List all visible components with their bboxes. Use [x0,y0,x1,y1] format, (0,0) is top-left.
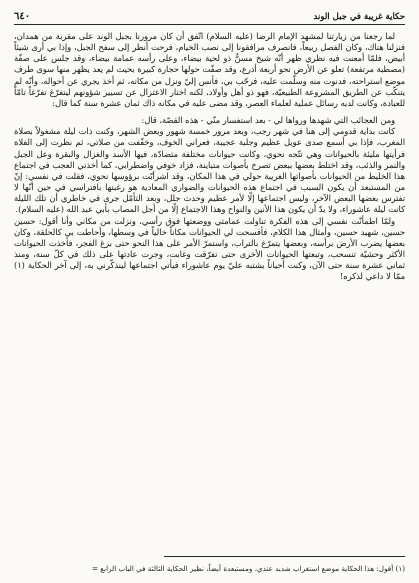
paragraph-conclusion: ولمّا اطمأنّت نفسي إلى هذه الفكرة تناولت عمامتي ووضعتها فوق رأسي، ونزلت من مكاني وأنا أقول: حسين حسين، شهيد حسين، وأمثال هذا الكلام، فأفسحت لي الحيوانات مكاناً خالياً في وسطها، وأحاطت بي كالحلقة، وكان بعضها يضرب الأرض برأسه، وبعضها يتمرّغ بالتراب، واستمرّ الأمر على هذا النحو حتى بزغ الفجر، فأخذت الحيوانات الأكثر وحشيّة تنسحب، وتبعتها الحيوانات الأخرى حتى تفرّقت وغابت، وجرت عادتها على ذلك في كلّ سنة، ومنذ ثماني عشرة سنة حتى الآن، وكنت أحياناً يشتبه عليّ يوم عاشوراء فيأتي اجتماعها لينذكّرني به، إلى آخر الحكاية (١) ممّا لا داعي لذكره! [14,215,405,282]
document-page [14,6,405,579]
running-title: حكاية غريبة في جبل الوند [313,12,405,22]
paragraph-intro: لما رجعنا من زيارتنا لمشهد الإمام الرضا (عليه السلام) اتّفق أن كان مرورنا بجبل الوند على مقربة من همدان، فنزلنا هناك، وكان الفصل ربيعاً، فانصرف مرافقونا إلى نصب الخيام، فرحت أنظر إلى سفح الجبل، وإذا بي أرى شيئاً أبيض، فلمّا أمعنت فيه نظري ظهر أنّه شيخ مسنٌّ ذو لحية بيضاء، وعلى رأسه عمامة بيضاء، وقد جلس على صفّة (مصطبة مرتفعة) تعلو عن الأرض نحو أربعة أذرع، وقد صفّت حولها حجارة كبيرة بحيث لم يعد يظهر منها سوى طرف موضع استراحته، فدنوت منه وسلّمت عليه، فرحّب بي، فأنس إليّ ونزل من مكانه، ثم أخذ يجري عن أحواله، وأنّه لم يتنكّب عن الطريق المشروعة الطبيعيّة، فهو ذو أهل وأولاد، لكنه اختار الاعتزال عن تسيير شؤونهم ليتفرّغ تفرّغاً تامّاً للعبادة، وكانت لديه رسائل عملية لعلماء العصر، وقد مضى عليه في مكانه ذاك ثمان عشرة سنة كما قال: [14,31,405,108]
footnote-divider [164,556,405,557]
body-text [14,31,405,282]
paragraph-story: كانت بداية قدومي إلى هنا في شهر رجب، وبعد مرور خمسة شهور وبعض الشهر، وكنت ذات ليلة مشغولاً بصلاة المغرب، فإذا بي أسمع صدى عويل عظيم وجلبة عجيبة، فعراني الخوف، وخفّفت من صلاتي، ثم نظرت إلى الفلاة فرأيتها مليئة بالحيوانات وهي تتّجه نحوي، وكانت حيوانات مختلفة متضادّة، فيها الأسد والغزال والبقرة وعل الجبل والنمر والذئب، وقد اختلط بعضها ببعض تصرخ بأصوات متباينة، فزاد خوفي واضطرابي، كما أخذني العجب في اجتماع هذا الخليط من الحيوانات بأصواتها الغريبة حولي في هذا المكان، وقد اشرأبّت برؤوسها نحوي، فقلت في نفسي: إنّ من المستبعد أن يكون السبب في اجتماع هذه الحيوانات والضواري المعادية هو رغبتها بافتراسي في حين أنّها لا تفترس بعضها البعض الآخر، وليس اجتماعها إلّا لأمر عظيم وحدث جلل، وبعد التأمّل جرى في خاطري أن تلك الليلة كانت ليلة عاشوراء، ولا بدّ أن يكون هذا الأنين والنواح وهذا الاجتماع إلّا من أجل المصاب بأبي عبد الله (عليه السلام). [14,126,405,215]
footnote: (١) أقول: هذا الحكاية موضع استغراب شديد عندي، ومستبعدة أيضاً، نظير الحكاية الثالثة في الباب الرابع = [91,564,405,573]
paragraph-story-intro: ومن العجائب التي شهدها ورواها لي - بعد استفسار منّي - هذه القصّة، قال: [141,115,395,126]
page-number: ٦٤٠ [14,11,31,22]
running-header [14,6,405,25]
